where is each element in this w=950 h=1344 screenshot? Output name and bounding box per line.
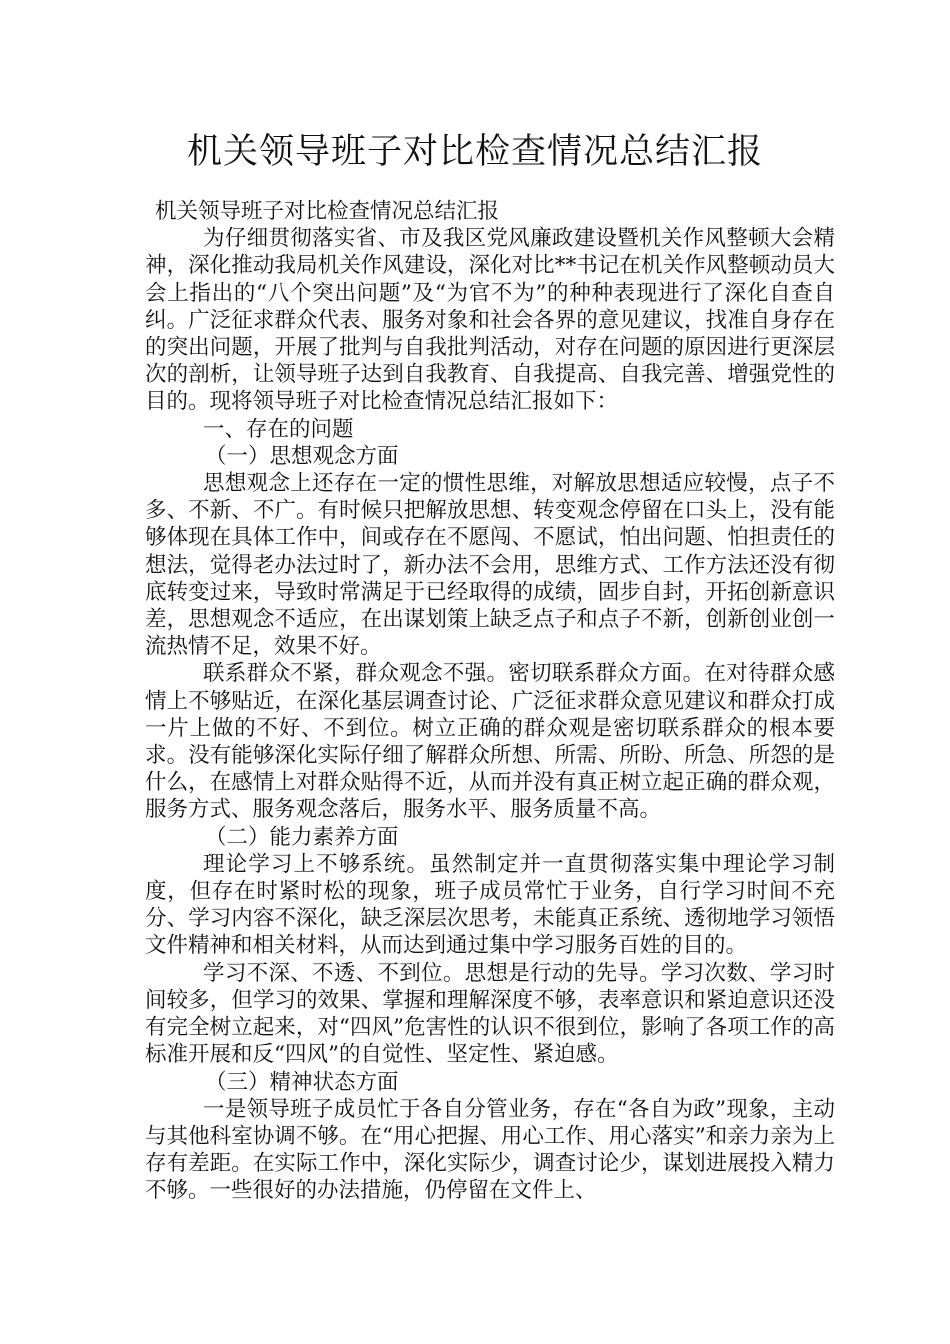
paragraph-spirit-1: 一是领导班子成员忙于各自分管业务，存在“各自为政”现象，主动与其他科室协调不够。在“用心把握、用心工作、用心落实”和亲力亲为上存有差距。在实际工作中，深化实际少，调查讨论少，谋划进展投入精力不够。一些很好的办法措施，仍停留在文件上、 bbox=[145, 1096, 835, 1204]
document-subtitle: 机关领导班子对比检查情况总结汇报 bbox=[155, 199, 500, 224]
document-body bbox=[145, 198, 835, 1205]
section-heading-problems: 一、存在的问题 bbox=[203, 416, 354, 442]
document-title: 机关领导班子对比检查情况总结汇报 bbox=[186, 132, 763, 172]
paragraph-ability-2: 学习不深、不透、不到位。思想是行动的先导。学习次数、学习时间较多，但学习的效果、掌握和理解深度不够，表率意识和紧迫意识还没有完全树立起来，对“四风”危害性的认识不很到位，影响了各项工作的高标准开展和反“四风”的自觉性、坚定性、紧迫感。 bbox=[145, 960, 835, 1068]
paragraph-ability-1: 理论学习上不够系统。虽然制定并一直贯彻落实集中理论学习制度，但存在时紧时松的现象，班子成员常忙于业务，自行学习时间不充分、学习内容不深化，缺乏深层次思考，未能真正系统、透彻地学习领悟文件精神和相关材料，从而达到通过集中学习服务百姓的目的。 bbox=[145, 851, 835, 959]
subsection-heading-spirit: （三）精神状态方面 bbox=[205, 1069, 399, 1095]
paragraph-thinking-2: 联系群众不紧，群众观念不强。密切联系群众方面。在对待群众感情上不够贴近，在深化基层调查讨论、广泛征求群众意见建议和群众打成一片上做的不好、不到位。树立正确的群众观是密切联系群众的根本要求。没有能够深化实际仔细了解群众所想、所需、所盼、所急、所怨的是什么，在感情上对群众贴得不近，从而并没有真正树立起正确的群众观，服务方式、服务观念落后，服务水平、服务质量不高。 bbox=[145, 661, 835, 823]
paragraph-thinking-1: 思想观念上还存在一定的惯性思维，对解放思想适应较慢，点子不多、不新、不广。有时候只把解放思想、转变观念停留在口头上，没有能够体现在具体工作中，间或存在不愿闯、不愿试，怕出问题、怕担责任的想法，觉得老办法过时了，新办法不会用，思维方式、工作方法还没有彻底转变过来，导致时常满足于已经取得的成绩，固步自封，开拓创新意识差，思想观念不适应，在出谋划策上缺乏点子和点子不新，创新创业创一流热情不足，效果不好。 bbox=[145, 471, 835, 660]
subsection-heading-thinking: （一）思想观念方面 bbox=[205, 443, 399, 469]
subsection-heading-ability: （二）能力素养方面 bbox=[205, 824, 399, 850]
intro-paragraph: 为仔细贯彻落实省、市及我区党风廉政建设暨机关作风整顿大会精神，深化推动我局机关作风建设，深化对比**书记在机关作风整顿动员大会上指出的“八个突出问题”及“为官不为”的种种表现进行了深化自查自纠。广泛征求群众代表、服务对象和社会各界的意见建议，找准自身存在的突出问题，开展了批判与自我批判活动，对存在问题的原因进行更深层次的剖析，让领导班子达到自我教育、自我提高、自我完善、增强党性的目的。现将领导班子对比检查情况总结汇报如下： bbox=[145, 226, 835, 415]
